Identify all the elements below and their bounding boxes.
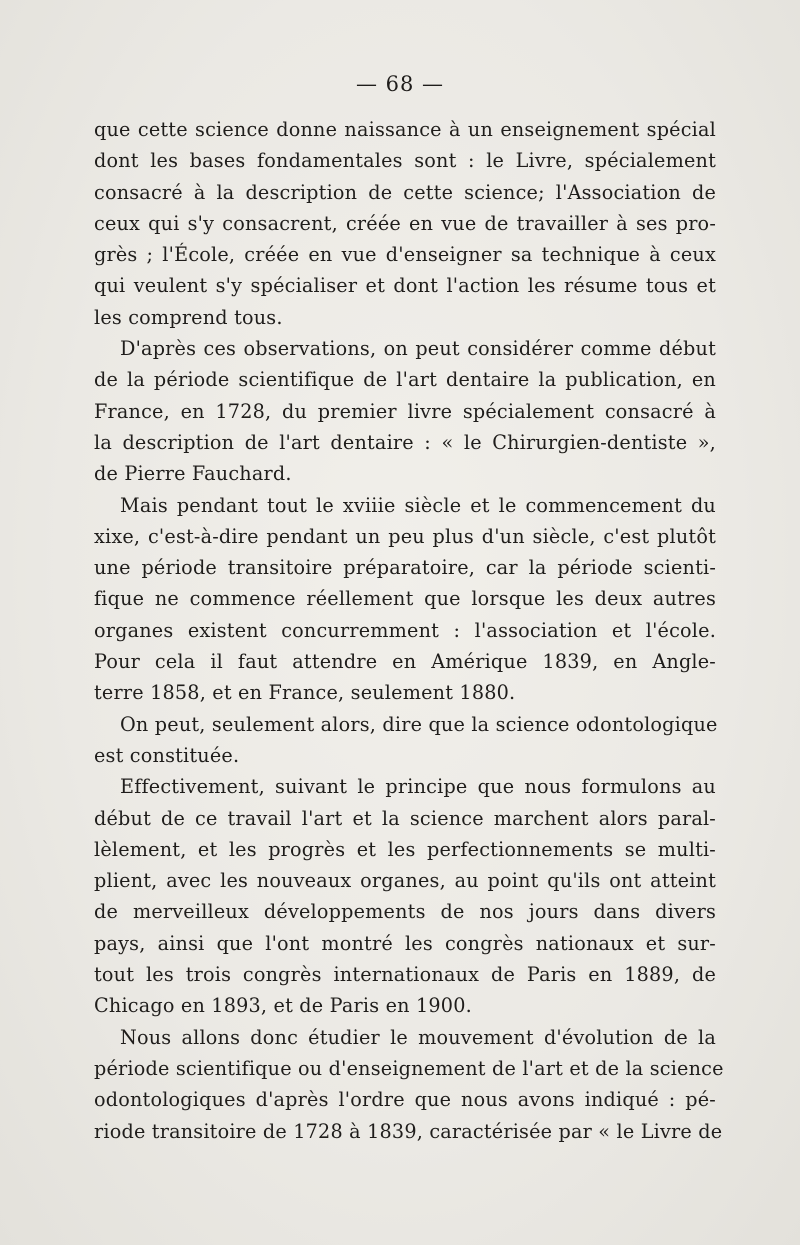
paragraph-6	[94, 1022, 724, 1147]
paragraph-2	[94, 333, 716, 489]
paragraph-line: les comprend tous.	[94, 305, 283, 329]
paragraph-line: grès ; l'École, créée en vue d'enseigner sa technique à ceux	[94, 243, 716, 267]
paragraph-line: Mais pendant tout le xviiie siècle et le commencement du	[120, 493, 716, 517]
paragraph-line: organes existent concurremment : l'association et l'école.	[94, 618, 716, 642]
paragraph-line: une période transitoire préparatoire, car la période scienti-	[94, 556, 716, 580]
paragraph-line: consacré à la description de cette science; l'Association de	[94, 180, 716, 204]
paragraph-line: xixe, c'est-à-dire pendant un peu plus d'un siècle, c'est plutôt	[94, 524, 716, 548]
paragraph-line: Pour cela il faut attendre en Amérique 1839, en Angle-	[94, 650, 716, 674]
body-text	[94, 114, 724, 1147]
paragraph-line: la description de l'art dentaire : « le Chirurgien-dentiste »,	[94, 430, 716, 454]
paragraph-line: de merveilleux développements de nos jours dans divers	[94, 900, 716, 924]
paragraph-line: ceux qui s'y consacrent, créée en vue de travailler à ses pro-	[94, 211, 716, 235]
paragraph-line: Nous allons donc étudier le mouvement d'évolution de la	[120, 1025, 716, 1049]
paragraph-line: tout les trois congrès internationaux de Paris en 1889, de	[94, 963, 716, 987]
paragraph-line: qui veulent s'y spécialiser et dont l'action les résume tous et	[94, 274, 716, 298]
paragraph-line: de la période scientifique de l'art dentaire la publication, en	[94, 368, 716, 392]
paragraph-line: Effectivement, suivant le principe que nous formulons au	[120, 775, 716, 799]
paragraph-line: début de ce travail l'art et la science marchent alors paral-	[94, 806, 716, 830]
paragraph-line: terre 1858, et en France, seulement 1880.	[94, 681, 516, 705]
paragraph-line: D'après ces observations, on peut considérer comme début	[120, 337, 716, 361]
paragraph-1	[94, 114, 716, 333]
paragraph-line: dont les bases fondamentales sont : le Livre, spécialement	[94, 149, 716, 173]
paragraph-line: odontologiques d'après l'ordre que nous avons indiqué : pé-	[94, 1088, 716, 1112]
paragraph-line: riode transitoire de 1728 à 1839, caractérisée par « le Livre de	[94, 1119, 723, 1143]
paragraph-line: fique ne commence réellement que lorsque les deux autres	[94, 587, 716, 611]
paragraph-4	[94, 709, 716, 772]
page-number: — 68 —	[355, 72, 445, 96]
paragraph-line: est constituée.	[94, 743, 240, 767]
paragraph-line: de Pierre Fauchard.	[94, 462, 292, 486]
paragraph-line: pays, ainsi que l'ont montré les congrès nationaux et sur-	[94, 931, 716, 955]
paragraph-line: France, en 1728, du premier livre spécialement consacré à	[94, 399, 716, 423]
paragraph-3	[94, 490, 716, 709]
paragraph-line: On peut, seulement alors, dire que la science odontologique	[120, 712, 718, 736]
paragraph-line: lèlement, et les progrès et les perfectionnements se multi-	[94, 837, 716, 861]
paragraph-5	[94, 771, 716, 1021]
paragraph-line: Chicago en 1893, et de Paris en 1900.	[94, 994, 472, 1018]
paragraph-line: période scientifique ou d'enseignement de l'art et de la science	[94, 1056, 724, 1080]
paragraph-line: plient, avec les nouveaux organes, au point qu'ils ont atteint	[94, 869, 716, 893]
paragraph-line: que cette science donne naissance à un enseignement spécial	[94, 118, 716, 141]
